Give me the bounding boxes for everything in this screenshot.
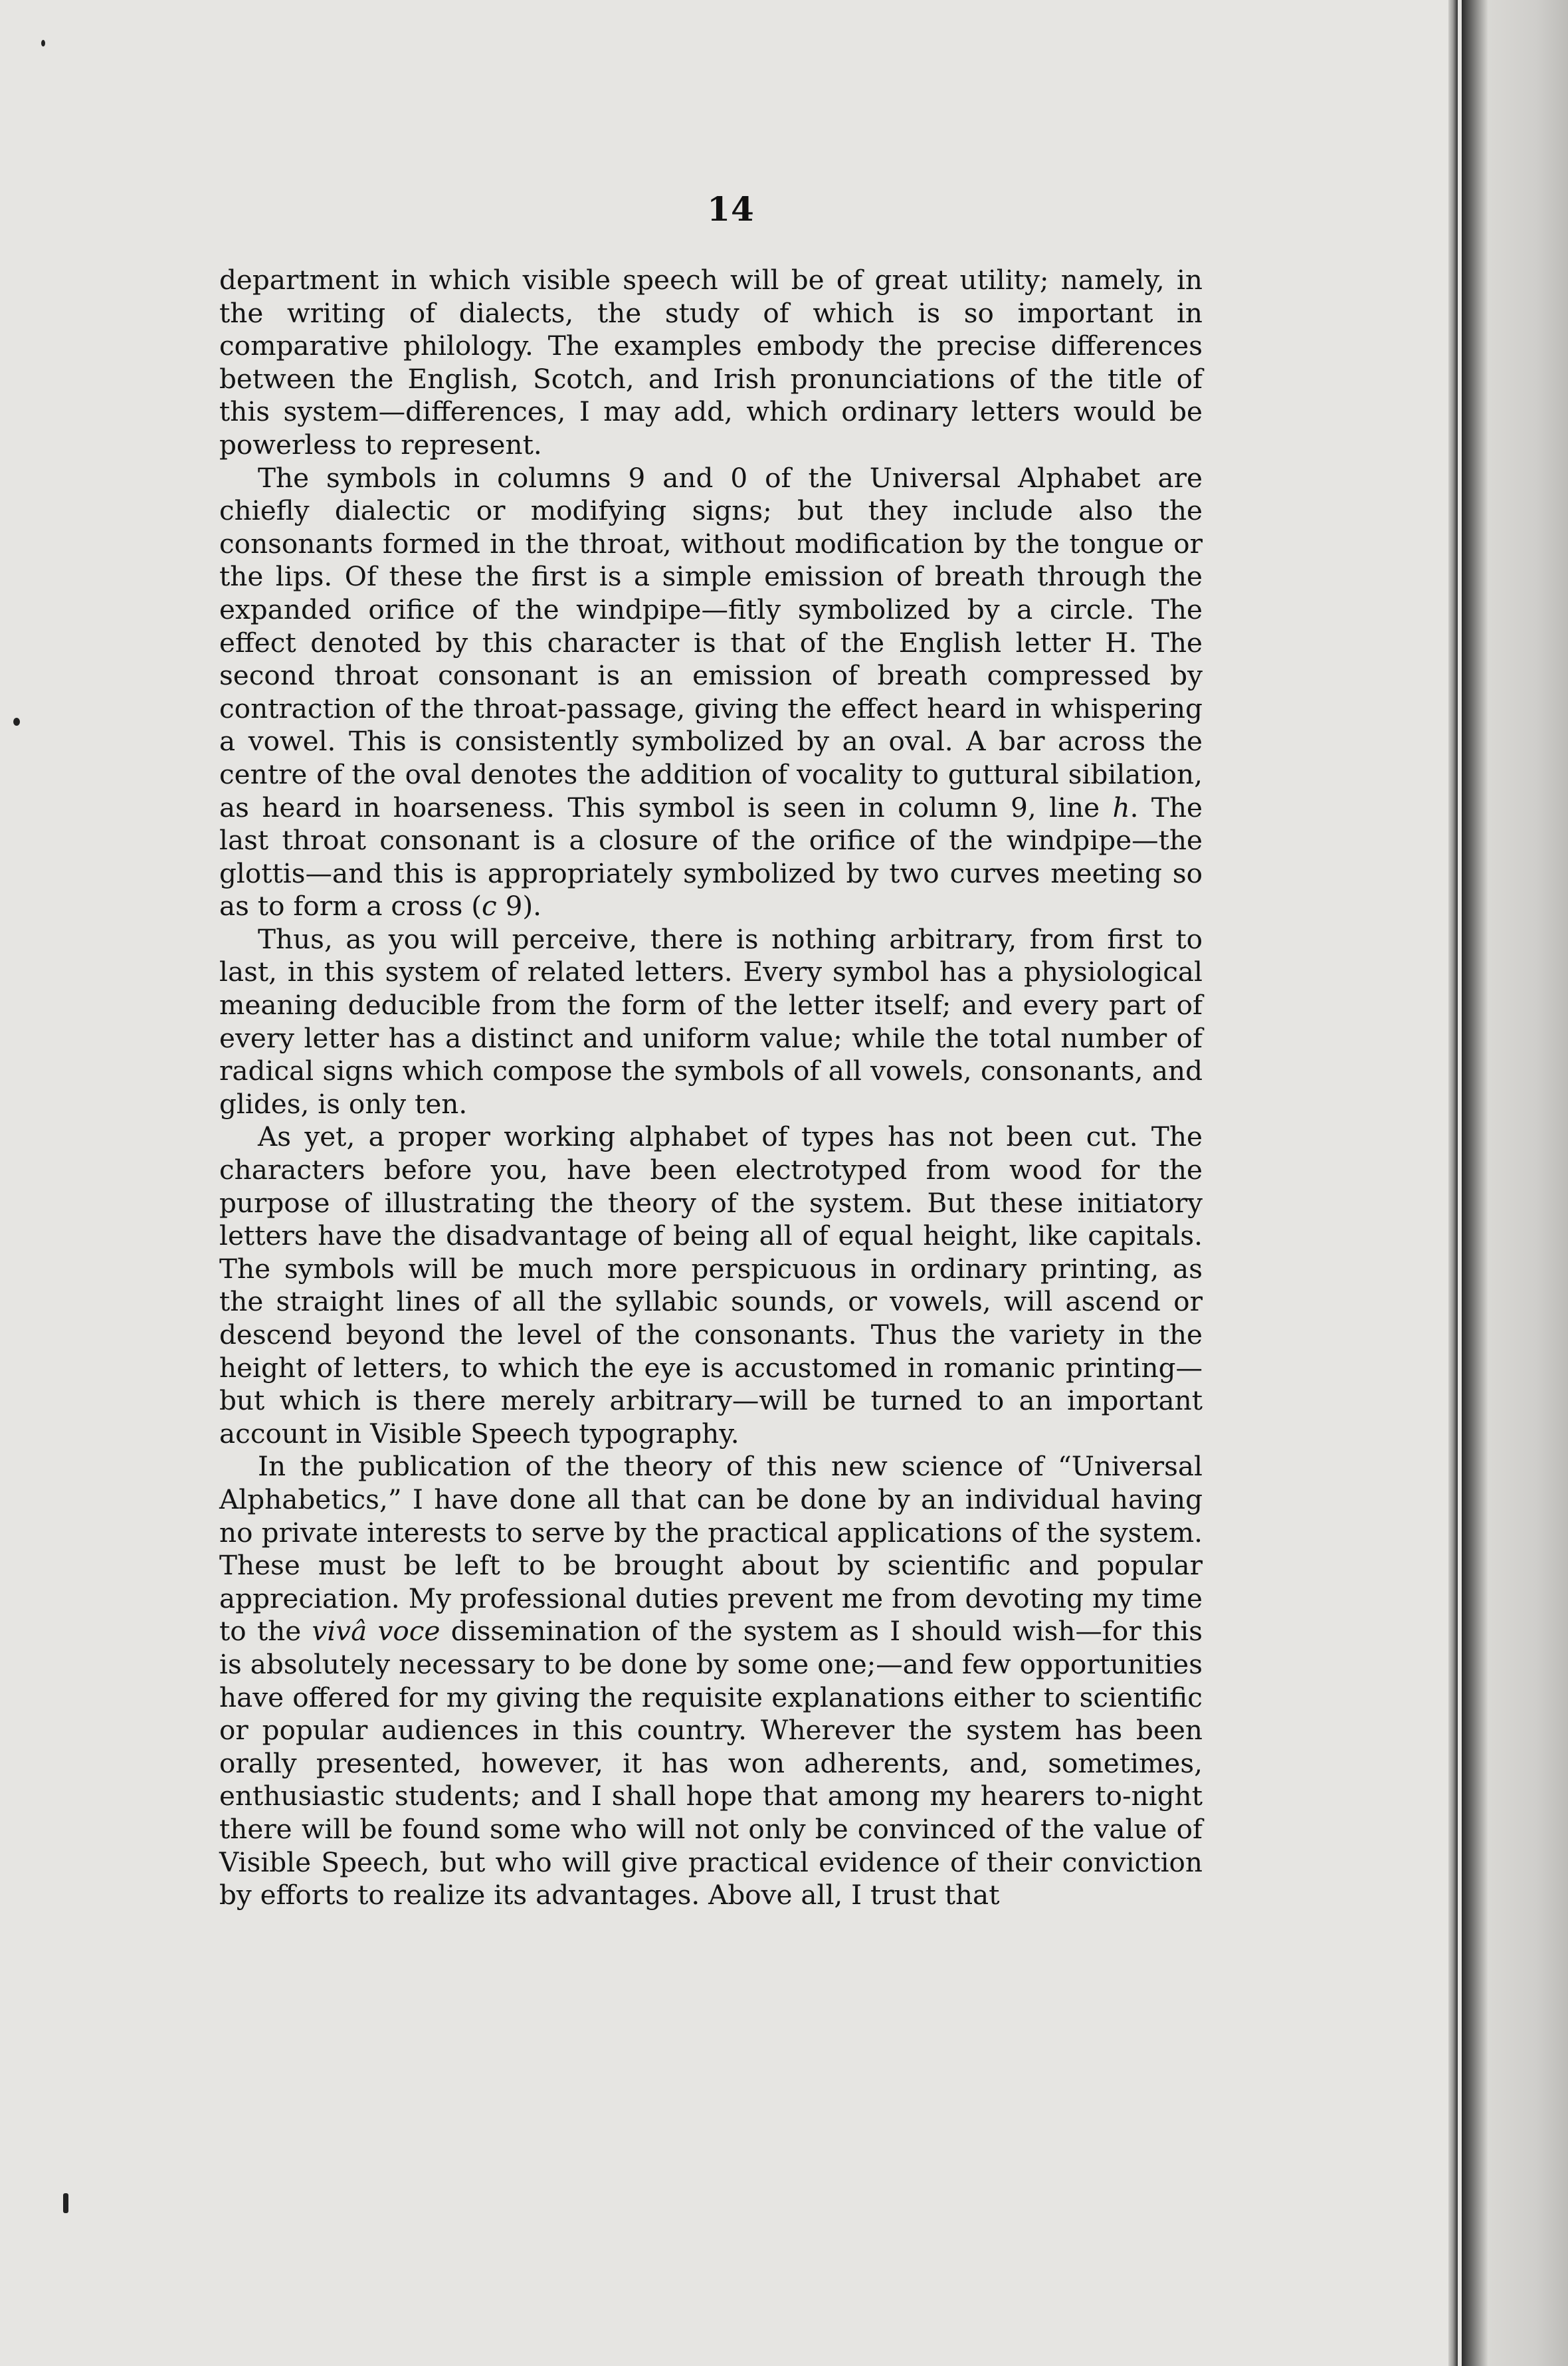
page-number: 14 (707, 189, 755, 229)
paragraph-3 (219, 923, 1203, 1121)
paragraph-1 (219, 264, 1203, 462)
paragraph-4-text: As yet, a proper working alphabet of types has not been cut. The characters before you, have been electrotyped from wood for the purpose of illustrating the theory of the system. But these initiatory letters have the disadvantage of being all of equal height, like capitals. The symbols will be much more perspicuous in ordinary printing, as the straight lines of all the syllabic sounds, or vowels, will ascend or descend beyond the level of the consonants. Thus the variety in the height of letters, to which the eye is accustomed in romanic printing—but which is there merely arbitrary—will be turned to an important account in Visible Speech typography. (219, 1121, 1203, 1450)
paragraph-2-text-b: . The last throat consonant is a closure of the orifice of the windpipe—the glottis—and this is appropriately symbolized by two curves meeting so as to form a cross ( (219, 791, 1203, 922)
paragraph-3-text: Thus, as you will perceive, there is nothing arbitrary, from first to last, in this system of related letters. Every symbol has a physiological meaning deducible from the form of the letter itself; and every part of every letter has a distinct and uniform value; while the total number of radical signs which compose the symbols of all vowels, consonants, and glides, is only ten. (219, 922, 1203, 1120)
paragraph-2 (219, 462, 1203, 923)
italic-column-c: c (482, 890, 497, 922)
paragraph-5 (219, 1450, 1203, 1911)
italic-line-h: h (1112, 791, 1130, 823)
adjacent-page-edge (1462, 0, 1568, 2366)
scan-speck (63, 2193, 68, 2213)
scan-speck (13, 718, 20, 726)
paragraph-1-text: department in which visible speech will be of great utility; namely, in the writing of dialects, the study of which is so important in comparative philology. The examples embody the precise differences between the English, Scotch, and Irish pronunciations of the title of this system—differences, I may add, which ordinary letters would be powerless to represent. (219, 264, 1203, 461)
paragraph-2-text-a: The symbols in columns 9 and 0 of the Universal Alphabet are chiefly dialectic or modifying signs; but they include also the consonants formed in the throat, without modification by the tongue or the lips. Of these the first is a simple emission of breath through the expanded orifice of the windpipe—fitly symbolized by a circle. The effect denoted by this character is that of the English letter H. The second throat consonant is an emission of breath compressed by contraction of the throat-passage, giving the effect heard in whispering a vowel. This is consistently symbolized by an oval. A bar across the centre of the oval denotes the addition of vocality to guttural sibilation, as heard in hoarseness. This symbol is seen in column 9, line (219, 461, 1203, 823)
paragraph-5-text-a: In the publication of the theory of this new science of “Universal Alphabetics,” I have done all that can be done by an individual having no private interests to serve by the practical applications of the system. These must be left to be brought about by scientific and popular appreciation. My professional duties prevent me from devoting my time to the (219, 1450, 1203, 1648)
paragraph-5-text-b: dissemination of the system as I should wish—for this is absolutely necessary to be done by some one;—and few opportunities have offered for my giving the requisite explanations either to scientific or popular audiences in this country. Wherever the system has been orally presented, however, it has won adherents, and, sometimes, enthusiastic students; and I shall hope that among my hearers to-night there will be found some who will not only be convinced of the value of Visible Speech, but who will give practical evidence of their conviction by efforts to realize its advantages. Above all, I trust that (219, 1615, 1203, 1911)
body-text (219, 264, 1203, 1912)
page-fold-shadow (1448, 0, 1458, 2366)
paragraph-4 (219, 1121, 1203, 1450)
paragraph-2-text-c: 9). (496, 890, 542, 922)
italic-viva-voce: vivâ voce (312, 1615, 441, 1648)
scan-speck (41, 40, 45, 47)
